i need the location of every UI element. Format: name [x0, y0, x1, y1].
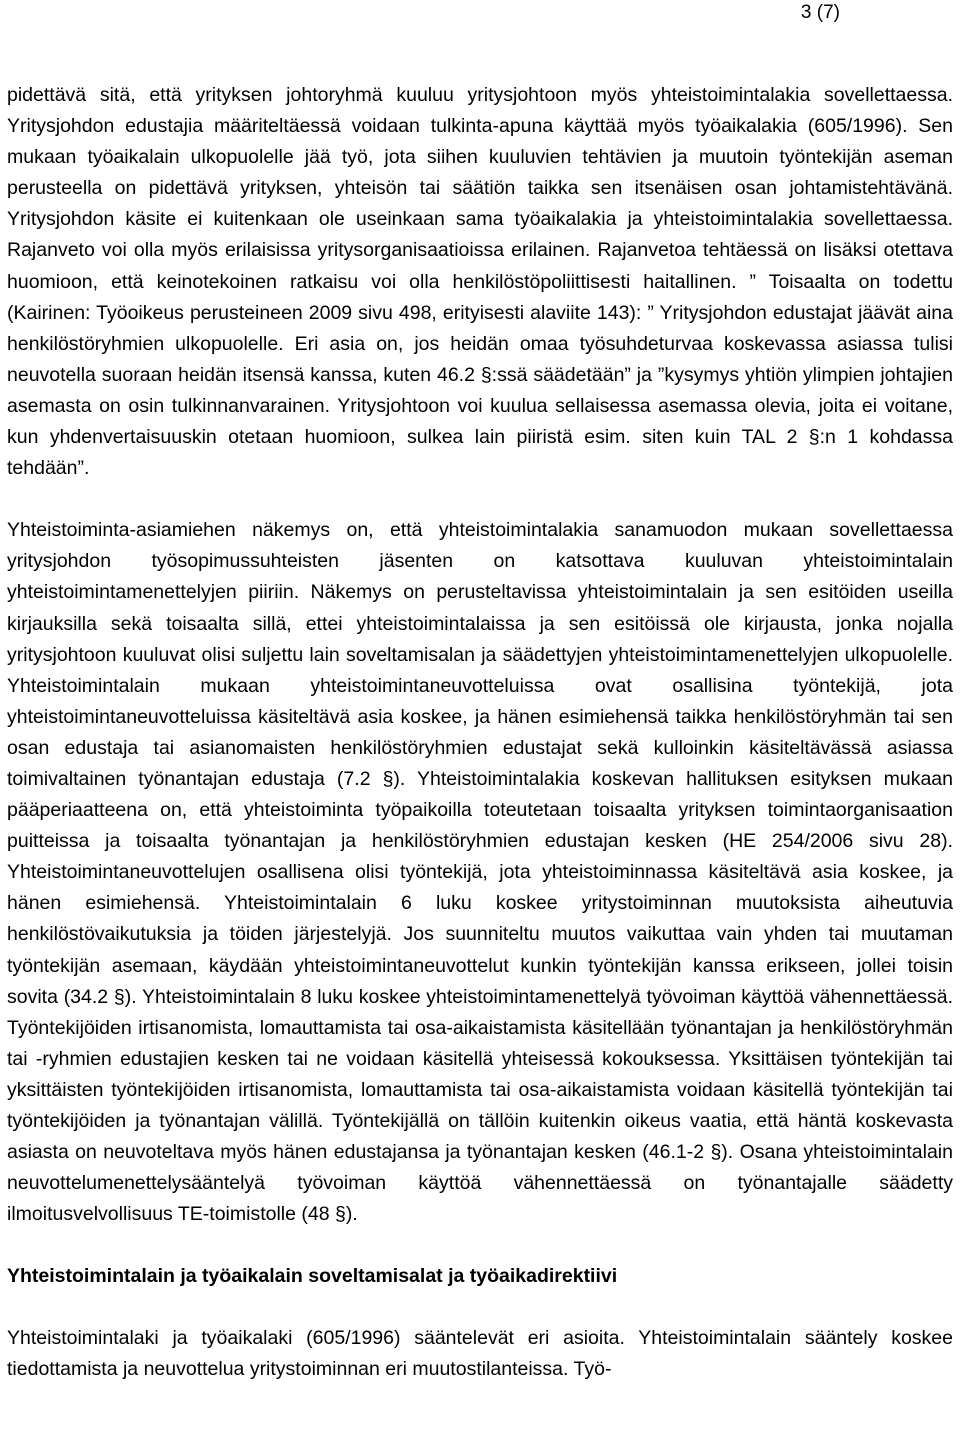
body-paragraph-3: Yhteistoimintalaki ja työaikalaki (605/1996) sääntelevät eri asioita. Yhteistoimintalain sääntely koskee tiedottamista ja neuvottelua yritystoiminnan eri muutostilanteissa. Työ-	[7, 1327, 953, 1381]
body-paragraph-1: pidettävä sitä, että yrityksen johtoryhmä kuuluu yritysjohtoon myös yhteistoimintalakia sovellettaessa. Yritysjohdon edustajia määriteltäessä voidaan tulkinta-apuna käyttää myös työaikalakia (605/1996). Sen mukaan työaikalain ulkopuolelle jää työ, jota siihen kuuluvien tehtävien ja muutoin työntekijän aseman perusteella on pidettävä yrityksen, yhteisön tai säätiön taikka sen itsenäisen osan johtamistehtävänä. Yritysjohdon käsite ei kuitenkaan ole useinkaan sama työaikalakia ja yhteistoimintalakia sovellettaessa. Rajanveto voi olla myös erilaisissa yritysorganisaatioissa erilainen. Rajanvetoa tehtäessä on lisäksi otettava huomioon, että keinotekoinen ratkaisu voi olla henkilöstöpoliittisesti haitallinen. ” Toisaalta on todettu (Kairinen: Työoikeus perusteineen 2009 sivu 498, erityisesti alaviite 143): ” Yritysjohdon edustajat jäävät aina henkilöstöryhmien ulkopuolelle. Eri asia on, jos heidän omaa työsuhdeturvaa koskevassa asiassa tulisi neuvotella suoraan heidän itsensä kanssa, kuten 46.2 §:ssä säädetään” ja ”kysymys yhtiön ylimpien johtajien asemasta on osin tulkinnanvarainen. Yritysjohtoon voi kuulua sellaisessa asemassa olevia, joita ei voitane, kun yhdenvertaisuuskin otetaan huomioon, sulkea lain piiristä esim. siten kuin TAL 2 §:n 1 kohdassa tehdään”.	[7, 84, 953, 480]
document-body	[7, 80, 953, 1386]
section-heading: Yhteistoimintalain ja työaikalain soveltamisalat ja työaikadirektiivi	[7, 1265, 618, 1288]
body-paragraph-2: Yhteistoiminta-asiamiehen näkemys on, että yhteistoimintalakia sanamuodon mukaan sovellettaessa yritysjohdon työsopimussuhteisten jäsenten on katsottava kuuluvan yhteistoimintalain yhteistoimintamenettelyjen piiriin. Näkemys on perusteltavissa yhteistoimintalain ja sen esitöiden useilla kirjauksilla sekä toisaalta sillä, ettei yhteistoimintalaissa ja sen esitöissä ole kirjausta, jonka nojalla yritysjohtoon kuuluvat olisi suljettu lain soveltamisalan ja säädettyjen yhteistoimintamenettelyjen ulkopuolelle. Yhteistoimintalain mukaan yhteistoimintaneuvotteluissa ovat osallisina työntekijä, jota yhteistoimintaneuvotteluissa käsiteltävä asia koskee, ja hänen esimiehensä taikka henkilöstöryhmän tai sen osan edustaja tai asianomaisten henkilöstöryhmien edustajat sekä kulloinkin käsiteltävässä asiassa toimivaltainen työnantajan edustaja (7.2 §). Yhteistoimintalakia koskevan hallituksen esityksen mukaan pääperiaatteena on, että yhteistoiminta työpaikoilla toteutetaan toisaalta yrityksen toimintaorganisaation puitteissa ja toisaalta työnantajan ja henkilöstöryhmien edustajan kesken (HE 254/2006 sivu 28). Yhteistoimintaneuvottelujen osallisena olisi työntekijä, jota yhteistoiminnassa käsiteltävä asia koskee, ja hänen esimiehensä. Yhteistoimintalain 6 luku koskee yritystoiminnan muutoksista aiheutuvia henkilöstövaikutuksia ja töiden järjestelyjä. Jos suunniteltu muutos vaikuttaa vain yhden tai muutaman työntekijän asemaan, käydään yhteistoimintaneuvottelut kunkin työntekijän kanssa erikseen, jollei toisin sovita (34.2 §). Yhteistoimintalain 8 luku koskee yhteistoimintamenettelyä työvoiman käyttöä vähennettäessä. Työntekijöiden irtisanomista, lomauttamista tai osa-aikaistamista käsitellään työnantajan ja henkilöstöryhmän tai -ryhmien edustajien kesken tai ne voidaan käsitellä yhteisessä kokouksessa. Yksittäisen työntekijän tai yksittäisten työntekijöiden irtisanomista, lomauttamista tai osa-aikaistamista voidaan käsitellä työntekijän tai työntekijöiden ja työnantajan välillä. Työntekijällä on tällöin kuitenkin oikeus vaatia, että häntä koskevasta asiasta on neuvoteltava myös hänen edustajansa ja työnantajan kesken (46.1-2 §). Osana yhteistoimintalain neuvottelumenettelysääntelyä työvoiman käyttöä vähennettäessä on työnantajalle säädetty ilmoitusvelvollisuus TE-toimistolle (48 §).	[7, 519, 953, 1226]
page-number: 3 (7)	[800, 2, 840, 23]
